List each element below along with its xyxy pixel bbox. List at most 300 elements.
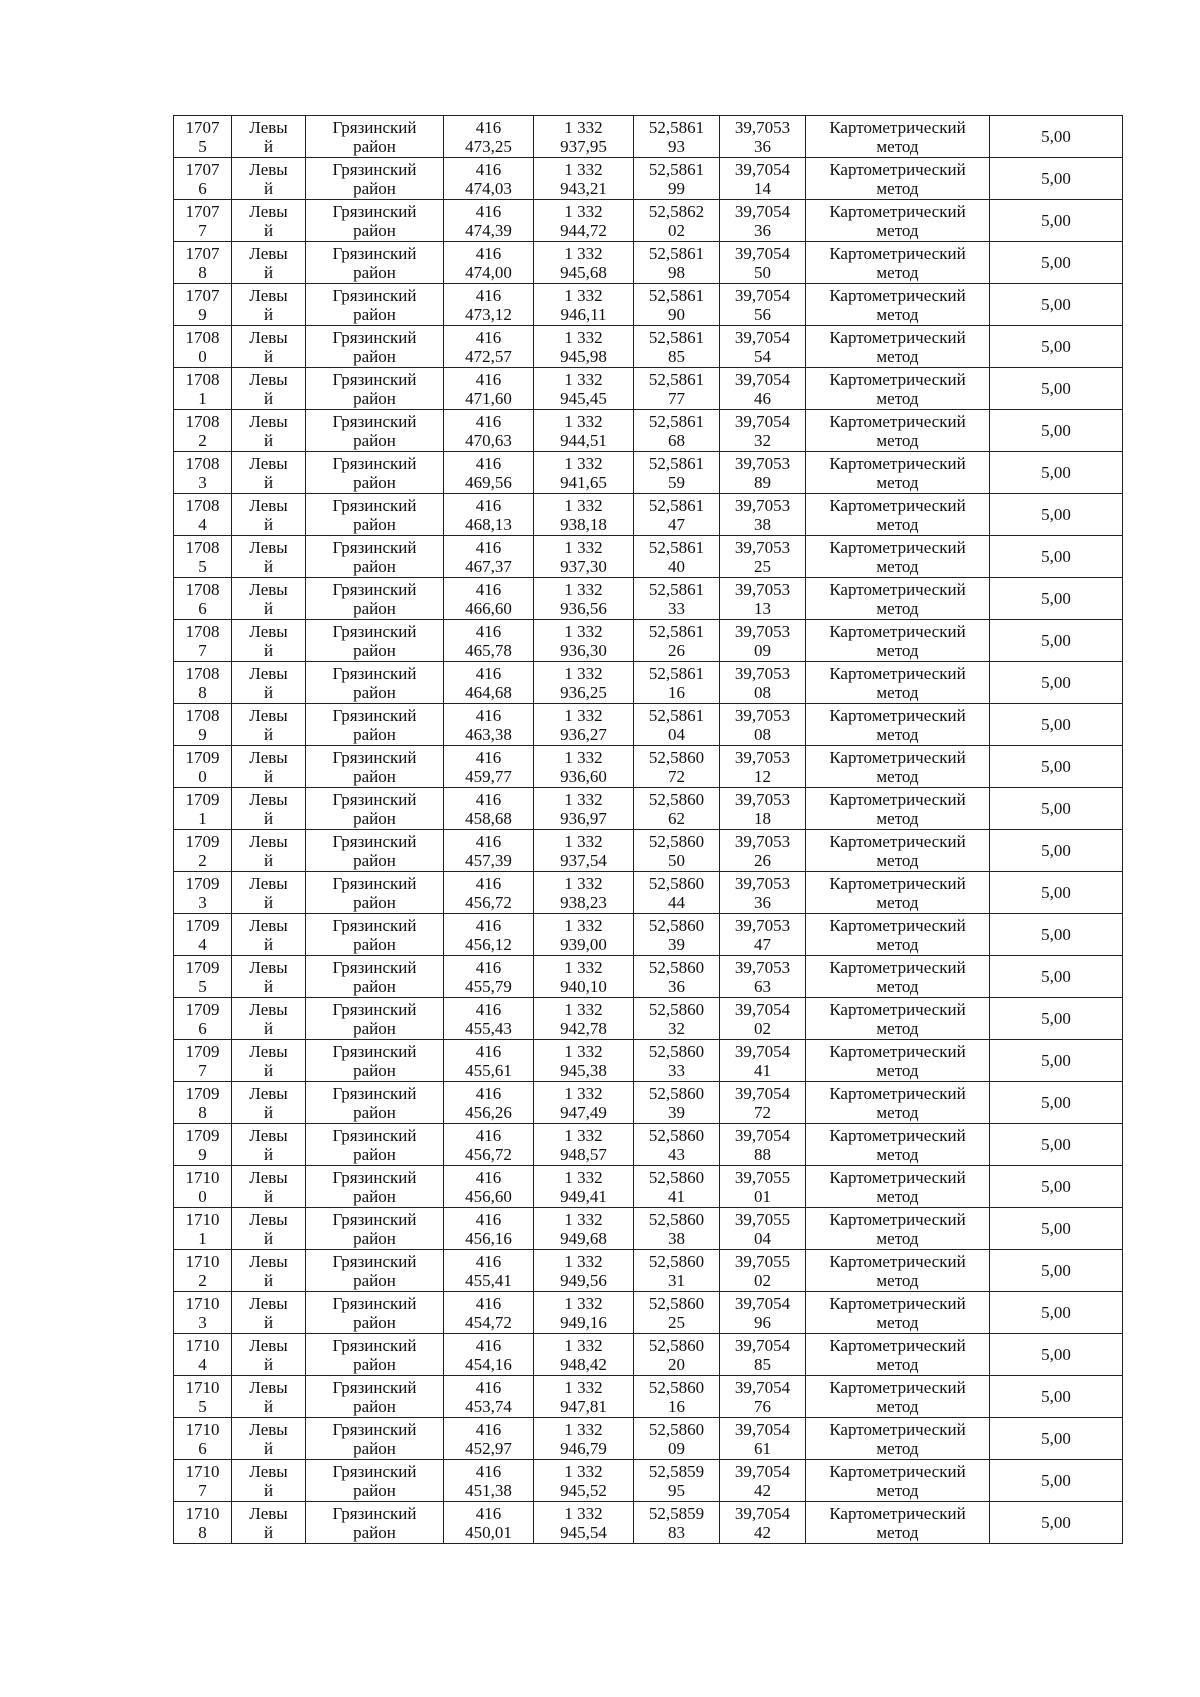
district-cell-line: Грязинский [332, 1335, 417, 1355]
latitude-cell-line: 52,5861 [648, 495, 705, 515]
y-coordinate-cell [534, 662, 634, 704]
district-cell-line: Грязинский [332, 495, 417, 515]
district-cell [306, 704, 444, 746]
bank-side-cell-line: Левы [249, 1041, 288, 1061]
district-cell-line: Грязинский [332, 915, 417, 935]
latitude-cell-line: 98 [668, 262, 685, 282]
bank-side-cell-line: Левы [249, 957, 288, 977]
x-coordinate-cell-line: 467,37 [465, 556, 512, 576]
latitude-cell-line: 52,5860 [648, 873, 705, 893]
table-row [174, 326, 1123, 368]
latitude-cell-line: 32 [668, 1018, 685, 1038]
table-row [174, 284, 1123, 326]
accuracy-cell: 5,00 [990, 1166, 1123, 1208]
y-coordinate-cell [534, 1292, 634, 1334]
latitude-cell-line: 31 [668, 1270, 685, 1290]
x-coordinate-cell-line: 416 [475, 159, 502, 179]
point-number-cell-line: 2 [198, 430, 207, 450]
point-number-cell [174, 1376, 232, 1418]
latitude-cell-line: 33 [668, 598, 685, 618]
accuracy-cell: 5,00 [990, 200, 1123, 242]
longitude-cell-line: 39,7054 [734, 369, 791, 389]
point-number-cell [174, 116, 232, 158]
table-row [174, 1376, 1123, 1418]
point-number-cell-line: 8 [198, 682, 207, 702]
longitude-cell-line: 09 [754, 640, 771, 660]
district-cell-line: район [353, 598, 396, 618]
district-cell-line: район [353, 1102, 396, 1122]
latitude-cell [634, 620, 720, 662]
table-row [174, 494, 1123, 536]
point-number-cell [174, 284, 232, 326]
latitude-cell [634, 1166, 720, 1208]
district-cell-line: Грязинский [332, 1041, 417, 1061]
district-cell-line: Грязинский [332, 1377, 417, 1397]
point-number-cell-line: 1708 [185, 369, 220, 389]
y-coordinate-cell-line: 945,52 [560, 1480, 607, 1500]
y-coordinate-cell-line: 1 332 [564, 411, 603, 431]
longitude-cell [720, 998, 806, 1040]
y-coordinate-cell-line: 946,11 [560, 304, 607, 324]
bank-side-cell-line: Левы [249, 453, 288, 473]
x-coordinate-cell-line: 416 [475, 1083, 502, 1103]
x-coordinate-cell [444, 1460, 534, 1502]
district-cell-line: район [353, 514, 396, 534]
longitude-cell-line: 39,7054 [734, 285, 791, 305]
point-number-cell-line: 0 [198, 346, 207, 366]
longitude-cell [720, 704, 806, 746]
bank-side-cell [232, 410, 306, 452]
table-row [174, 1208, 1123, 1250]
method-cell [806, 200, 990, 242]
latitude-cell-line: 52,5860 [648, 957, 705, 977]
longitude-cell [720, 830, 806, 872]
method-cell-line: Картометрический [829, 873, 966, 893]
point-number-cell-line: 0 [198, 766, 207, 786]
method-cell [806, 746, 990, 788]
point-number-cell [174, 1040, 232, 1082]
x-coordinate-cell-line: 416 [475, 537, 502, 557]
x-coordinate-cell-line: 416 [475, 1377, 502, 1397]
latitude-cell-line: 33 [668, 1060, 685, 1080]
point-number-cell-line: 1709 [185, 1125, 220, 1145]
bank-side-cell-line: Левы [249, 1293, 288, 1313]
latitude-cell [634, 494, 720, 536]
longitude-cell [720, 1460, 806, 1502]
y-coordinate-cell-line: 947,81 [560, 1396, 607, 1416]
longitude-cell [720, 620, 806, 662]
latitude-cell-line: 52,5860 [648, 747, 705, 767]
latitude-cell-line: 25 [668, 1312, 685, 1332]
point-number-cell [174, 998, 232, 1040]
bank-side-cell [232, 830, 306, 872]
district-cell-line: район [353, 1396, 396, 1416]
longitude-cell-line: 39,7054 [734, 999, 791, 1019]
accuracy-cell: 5,00 [990, 872, 1123, 914]
table-body [174, 116, 1123, 1544]
y-coordinate-cell-line: 1 332 [564, 369, 603, 389]
y-coordinate-cell-line: 1 332 [564, 1461, 603, 1481]
y-coordinate-cell-line: 945,38 [560, 1060, 607, 1080]
point-number-cell-line: 1709 [185, 789, 220, 809]
longitude-cell-line: 39,7053 [734, 117, 791, 137]
accuracy-cell: 5,00 [990, 1040, 1123, 1082]
x-coordinate-cell-line: 468,13 [465, 514, 512, 534]
method-cell-line: метод [876, 1228, 919, 1248]
latitude-cell-line: 02 [668, 220, 685, 240]
x-coordinate-cell-line: 416 [475, 117, 502, 137]
y-coordinate-cell [534, 452, 634, 494]
method-cell [806, 830, 990, 872]
x-coordinate-cell-line: 473,12 [465, 304, 512, 324]
method-cell-line: Картометрический [829, 327, 966, 347]
latitude-cell-line: 52,5860 [648, 789, 705, 809]
longitude-cell-line: 85 [754, 1354, 771, 1374]
point-number-cell [174, 872, 232, 914]
y-coordinate-cell-line: 1 332 [564, 957, 603, 977]
method-cell [806, 1166, 990, 1208]
method-cell-line: Картометрический [829, 789, 966, 809]
district-cell [306, 788, 444, 830]
table-row [174, 410, 1123, 452]
y-coordinate-cell-line: 949,16 [560, 1312, 607, 1332]
bank-side-cell [232, 662, 306, 704]
table-row [174, 1460, 1123, 1502]
bank-side-cell [232, 788, 306, 830]
longitude-cell-line: 39,7054 [734, 243, 791, 263]
accuracy-cell: 5,00 [990, 1124, 1123, 1166]
latitude-cell [634, 368, 720, 410]
x-coordinate-cell [444, 200, 534, 242]
bank-side-cell-line: Левы [249, 243, 288, 263]
bank-side-cell-line: й [263, 808, 274, 828]
latitude-cell-line: 36 [668, 976, 685, 996]
method-cell [806, 116, 990, 158]
latitude-cell-line: 52,5859 [648, 1503, 705, 1523]
point-number-cell-line: 1710 [185, 1377, 220, 1397]
bank-side-cell-line: й [263, 388, 274, 408]
y-coordinate-cell [534, 788, 634, 830]
longitude-cell [720, 1082, 806, 1124]
method-cell [806, 284, 990, 326]
longitude-cell-line: 39,7054 [734, 1125, 791, 1145]
bank-side-cell-line: й [263, 1186, 274, 1206]
method-cell [806, 1502, 990, 1544]
bank-side-cell-line: й [263, 724, 274, 744]
x-coordinate-cell [444, 494, 534, 536]
bank-side-cell-line: Левы [249, 1209, 288, 1229]
district-cell [306, 116, 444, 158]
x-coordinate-cell-line: 416 [475, 201, 502, 221]
district-cell [306, 284, 444, 326]
bank-side-cell-line: й [263, 514, 274, 534]
y-coordinate-cell-line: 937,54 [560, 850, 607, 870]
y-coordinate-cell-line: 946,79 [560, 1438, 607, 1458]
longitude-cell-line: 41 [754, 1060, 771, 1080]
point-number-cell [174, 620, 232, 662]
latitude-cell-line: 52,5862 [648, 201, 705, 221]
latitude-cell [634, 578, 720, 620]
longitude-cell-line: 08 [754, 724, 771, 744]
bank-side-cell-line: Левы [249, 159, 288, 179]
longitude-cell [720, 1334, 806, 1376]
district-cell-line: район [353, 556, 396, 576]
bank-side-cell [232, 1334, 306, 1376]
longitude-cell-line: 39,7053 [734, 705, 791, 725]
y-coordinate-cell [534, 494, 634, 536]
y-coordinate-cell-line: 948,57 [560, 1144, 607, 1164]
y-coordinate-cell [534, 1082, 634, 1124]
point-number-cell-line: 8 [198, 1522, 207, 1542]
longitude-cell-line: 36 [754, 136, 771, 156]
latitude-cell-line: 52,5861 [648, 537, 705, 557]
y-coordinate-cell-line: 945,68 [560, 262, 607, 282]
x-coordinate-cell-line: 416 [475, 747, 502, 767]
bank-side-cell [232, 956, 306, 998]
longitude-cell-line: 42 [754, 1522, 771, 1542]
district-cell-line: Грязинский [332, 1419, 417, 1439]
x-coordinate-cell [444, 620, 534, 662]
x-coordinate-cell-line: 455,41 [465, 1270, 512, 1290]
y-coordinate-cell-line: 940,10 [560, 976, 607, 996]
method-cell [806, 956, 990, 998]
longitude-cell-line: 39,7054 [734, 1083, 791, 1103]
x-coordinate-cell-line: 464,68 [465, 682, 512, 702]
y-coordinate-cell [534, 1040, 634, 1082]
point-number-cell-line: 1 [198, 808, 207, 828]
district-cell-line: Грязинский [332, 1083, 417, 1103]
y-coordinate-cell [534, 1166, 634, 1208]
bank-side-cell-line: Левы [249, 201, 288, 221]
accuracy-cell: 5,00 [990, 1208, 1123, 1250]
point-number-cell-line: 1709 [185, 873, 220, 893]
x-coordinate-cell [444, 830, 534, 872]
longitude-cell [720, 200, 806, 242]
latitude-cell-line: 40 [668, 556, 685, 576]
method-cell-line: Картометрический [829, 1335, 966, 1355]
bank-side-cell [232, 452, 306, 494]
accuracy-cell: 5,00 [990, 452, 1123, 494]
point-number-cell-line: 9 [198, 1144, 207, 1164]
x-coordinate-cell-line: 416 [475, 369, 502, 389]
bank-side-cell-line: й [263, 1312, 274, 1332]
y-coordinate-cell-line: 945,98 [560, 346, 607, 366]
y-coordinate-cell [534, 284, 634, 326]
longitude-cell-line: 39,7054 [734, 327, 791, 347]
y-coordinate-cell-line: 1 332 [564, 1503, 603, 1523]
latitude-cell [634, 1292, 720, 1334]
latitude-cell [634, 158, 720, 200]
accuracy-cell: 5,00 [990, 242, 1123, 284]
longitude-cell-line: 39,7055 [734, 1209, 791, 1229]
longitude-cell-line: 36 [754, 220, 771, 240]
method-cell [806, 1376, 990, 1418]
method-cell [806, 704, 990, 746]
accuracy-cell: 5,00 [990, 830, 1123, 872]
method-cell [806, 1208, 990, 1250]
longitude-cell-line: 39,7053 [734, 537, 791, 557]
point-number-cell-line: 1709 [185, 1083, 220, 1103]
x-coordinate-cell-line: 416 [475, 1251, 502, 1271]
point-number-cell-line: 1708 [185, 495, 220, 515]
bank-side-cell-line: й [263, 1144, 274, 1164]
x-coordinate-cell-line: 452,97 [465, 1438, 512, 1458]
district-cell-line: район [353, 178, 396, 198]
y-coordinate-cell [534, 704, 634, 746]
latitude-cell-line: 52,5860 [648, 831, 705, 851]
method-cell-line: метод [876, 178, 919, 198]
y-coordinate-cell-line: 1 332 [564, 873, 603, 893]
x-coordinate-cell-line: 455,61 [465, 1060, 512, 1080]
longitude-cell [720, 494, 806, 536]
y-coordinate-cell-line: 1 332 [564, 1335, 603, 1355]
point-number-cell [174, 1292, 232, 1334]
x-coordinate-cell [444, 410, 534, 452]
longitude-cell [720, 368, 806, 410]
point-number-cell-line: 1709 [185, 999, 220, 1019]
longitude-cell-line: 42 [754, 1480, 771, 1500]
latitude-cell [634, 410, 720, 452]
longitude-cell-line: 39,7053 [734, 663, 791, 683]
longitude-cell-line: 89 [754, 472, 771, 492]
bank-side-cell-line: й [263, 976, 274, 996]
table-row [174, 1334, 1123, 1376]
table-row [174, 158, 1123, 200]
longitude-cell-line: 76 [754, 1396, 771, 1416]
latitude-cell-line: 52,5861 [648, 159, 705, 179]
point-number-cell-line: 6 [198, 1018, 207, 1038]
district-cell-line: район [353, 976, 396, 996]
latitude-cell-line: 52,5861 [648, 621, 705, 641]
table-row [174, 956, 1123, 998]
latitude-cell-line: 39 [668, 934, 685, 954]
bank-side-cell-line: Левы [249, 1251, 288, 1271]
bank-side-cell [232, 1082, 306, 1124]
bank-side-cell-line: й [263, 1018, 274, 1038]
point-number-cell [174, 536, 232, 578]
method-cell [806, 326, 990, 368]
latitude-cell [634, 326, 720, 368]
accuracy-cell: 5,00 [990, 158, 1123, 200]
x-coordinate-cell [444, 914, 534, 956]
x-coordinate-cell-line: 416 [475, 243, 502, 263]
y-coordinate-cell-line: 945,45 [560, 388, 607, 408]
y-coordinate-cell [534, 410, 634, 452]
point-number-cell-line: 2 [198, 850, 207, 870]
y-coordinate-cell-line: 949,56 [560, 1270, 607, 1290]
accuracy-cell: 5,00 [990, 494, 1123, 536]
latitude-cell-line: 52,5861 [648, 453, 705, 473]
x-coordinate-cell-line: 416 [475, 327, 502, 347]
point-number-cell [174, 1460, 232, 1502]
accuracy-cell: 5,00 [990, 1082, 1123, 1124]
district-cell-line: Грязинский [332, 1209, 417, 1229]
x-coordinate-cell-line: 416 [475, 789, 502, 809]
district-cell [306, 620, 444, 662]
district-cell-line: район [353, 304, 396, 324]
district-cell-line: район [353, 1144, 396, 1164]
method-cell-line: метод [876, 514, 919, 534]
point-number-cell-line: 7 [198, 1480, 207, 1500]
y-coordinate-cell-line: 1 332 [564, 495, 603, 515]
bank-side-cell-line: Левы [249, 369, 288, 389]
longitude-cell [720, 788, 806, 830]
y-coordinate-cell [534, 158, 634, 200]
point-number-cell-line: 1708 [185, 705, 220, 725]
longitude-cell-line: 39,7053 [734, 831, 791, 851]
x-coordinate-cell-line: 453,74 [465, 1396, 512, 1416]
longitude-cell [720, 1376, 806, 1418]
y-coordinate-cell-line: 947,49 [560, 1102, 607, 1122]
longitude-cell-line: 63 [754, 976, 771, 996]
longitude-cell-line: 54 [754, 346, 771, 366]
method-cell-line: Картометрический [829, 453, 966, 473]
point-number-cell-line: 9 [198, 724, 207, 744]
longitude-cell [720, 158, 806, 200]
table-row [174, 1250, 1123, 1292]
table-row [174, 536, 1123, 578]
bank-side-cell-line: Левы [249, 621, 288, 641]
y-coordinate-cell-line: 1 332 [564, 159, 603, 179]
latitude-cell-line: 52,5861 [648, 243, 705, 263]
latitude-cell-line: 59 [668, 472, 685, 492]
x-coordinate-cell-line: 455,43 [465, 1018, 512, 1038]
method-cell [806, 1460, 990, 1502]
bank-side-cell [232, 620, 306, 662]
x-coordinate-cell [444, 1334, 534, 1376]
point-number-cell-line: 1707 [185, 243, 220, 263]
method-cell-line: Картометрический [829, 831, 966, 851]
x-coordinate-cell-line: 416 [475, 411, 502, 431]
latitude-cell-line: 52,5861 [648, 327, 705, 347]
district-cell [306, 158, 444, 200]
point-number-cell [174, 788, 232, 830]
point-number-cell [174, 1082, 232, 1124]
district-cell-line: район [353, 1270, 396, 1290]
method-cell-line: Картометрический [829, 999, 966, 1019]
coordinates-table [173, 115, 1123, 1544]
latitude-cell-line: 99 [668, 178, 685, 198]
y-coordinate-cell-line: 1 332 [564, 1293, 603, 1313]
table-row [174, 1418, 1123, 1460]
y-coordinate-cell-line: 941,65 [560, 472, 607, 492]
table-row [174, 452, 1123, 494]
district-cell [306, 1292, 444, 1334]
point-number-cell-line: 5 [198, 976, 207, 996]
latitude-cell [634, 1334, 720, 1376]
longitude-cell-line: 39,7053 [734, 579, 791, 599]
district-cell-line: район [353, 430, 396, 450]
table-row [174, 746, 1123, 788]
x-coordinate-cell-line: 455,79 [465, 976, 512, 996]
longitude-cell-line: 39,7053 [734, 621, 791, 641]
method-cell-line: метод [876, 1144, 919, 1164]
district-cell-line: Грязинский [332, 789, 417, 809]
method-cell-line: Картометрический [829, 1041, 966, 1061]
latitude-cell-line: 52,5861 [648, 705, 705, 725]
y-coordinate-cell [534, 242, 634, 284]
district-cell [306, 536, 444, 578]
longitude-cell-line: 88 [754, 1144, 771, 1164]
point-number-cell-line: 1709 [185, 1041, 220, 1061]
bank-side-cell [232, 1166, 306, 1208]
method-cell-line: метод [876, 346, 919, 366]
district-cell [306, 914, 444, 956]
point-number-cell [174, 1418, 232, 1460]
bank-side-cell-line: Левы [249, 1461, 288, 1481]
method-cell-line: метод [876, 1438, 919, 1458]
latitude-cell-line: 52,5860 [648, 1125, 705, 1145]
